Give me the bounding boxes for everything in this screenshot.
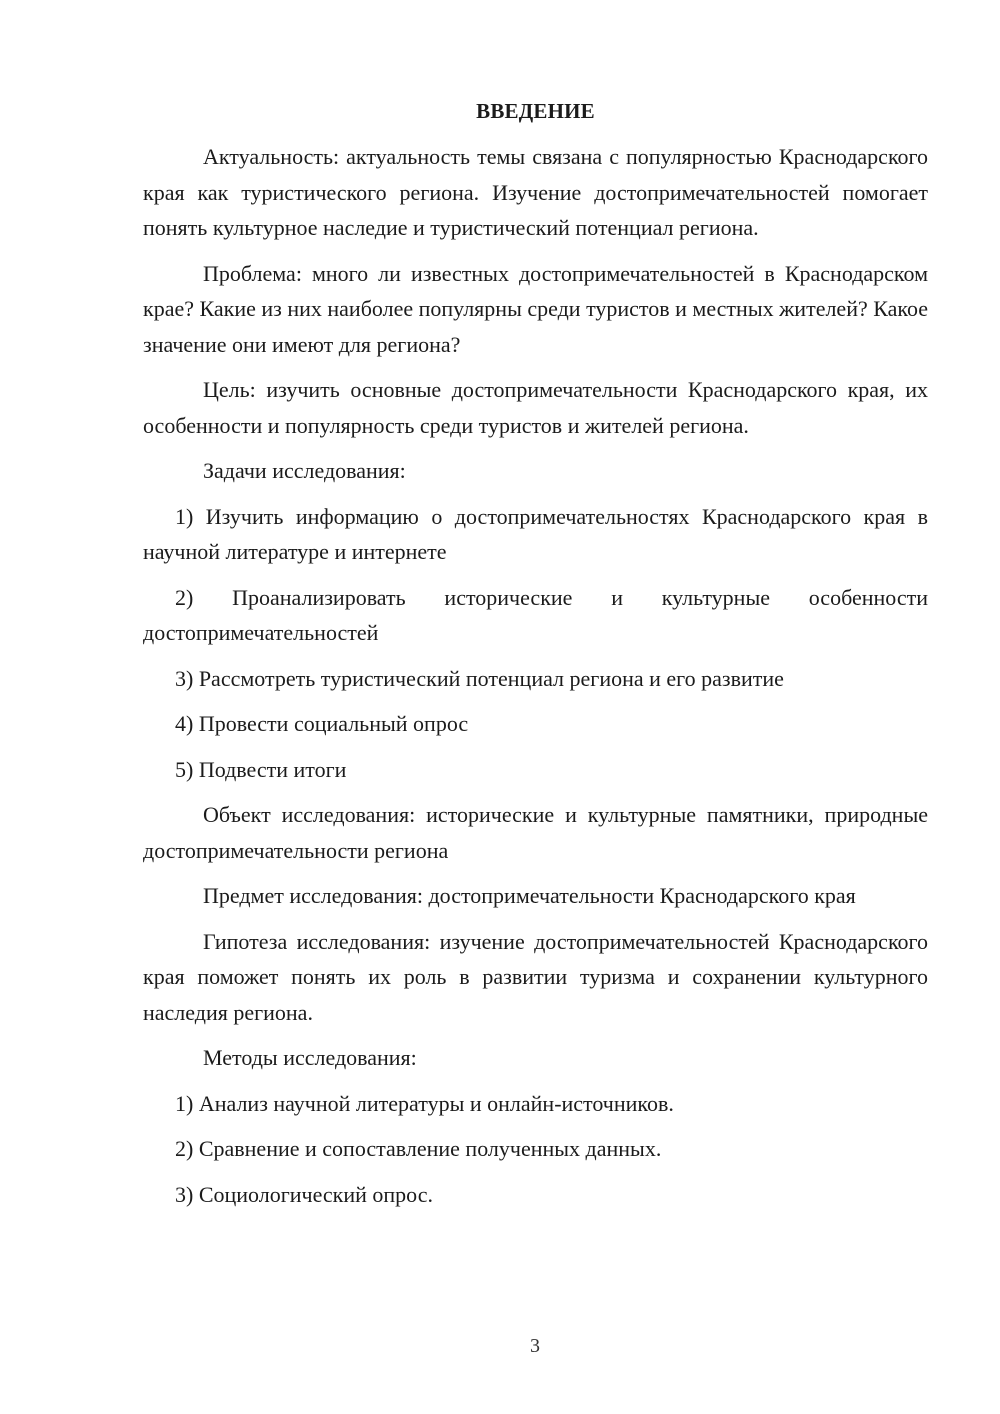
object-paragraph: Объект исследования: исторические и культурные памятники, природные достопримечательности региона	[143, 802, 928, 863]
section-title: ВВЕДЕНИЕ	[476, 99, 595, 123]
subject-paragraph: Предмет исследования: достопримечательности Краснодарского края	[203, 883, 856, 908]
hypothesis-paragraph: Гипотеза исследования: изучение достопримечательностей Краснодарского края поможет понять их роль в развитии туризма и сохранении культурного наследия региона.	[143, 928, 928, 1025]
method-item: 1) Анализ научной литературы и онлайн-источников.	[175, 1090, 674, 1116]
task-item: 2) Проанализировать исторические и культурные особенности достопримечательностей	[143, 584, 928, 645]
task-item: 3) Рассмотреть туристический потенциал региона и его развитие	[175, 665, 784, 691]
goal-paragraph: Цель: изучить основные достопримечательности Краснодарского края, их особенности и популярность среди туристов и жителей региона.	[143, 377, 928, 438]
tasks-heading: Задачи исследования:	[203, 458, 406, 483]
method-item: 2) Сравнение и сопоставление полученных данных.	[175, 1136, 662, 1161]
task-item: 4) Провести социальный опрос	[175, 711, 469, 736]
task-item: 5) Подвести итоги	[175, 756, 347, 782]
methods-heading: Методы исследования:	[203, 1045, 417, 1070]
page-number: 3	[530, 1335, 540, 1357]
document-body	[143, 96, 928, 1222]
method-item: 3) Социологический опрос.	[175, 1181, 433, 1207]
relevance-paragraph: Актуальность: актуальность темы связана с популярностью Краснодарского края как туристического региона. Изучение достопримечательностей помогает понять культурное наследие и туристический потенциал региона.	[143, 144, 928, 240]
task-item: 1) Изучить информацию о достопримечательностях Краснодарского края в научной литературе и интернете	[143, 503, 928, 564]
problem-paragraph: Проблема: много ли известных достопримечательностей в Краснодарском крае? Какие из них наиболее популярны среди туристов и местных жителей? Какое значение они имеют для региона?	[143, 260, 928, 357]
